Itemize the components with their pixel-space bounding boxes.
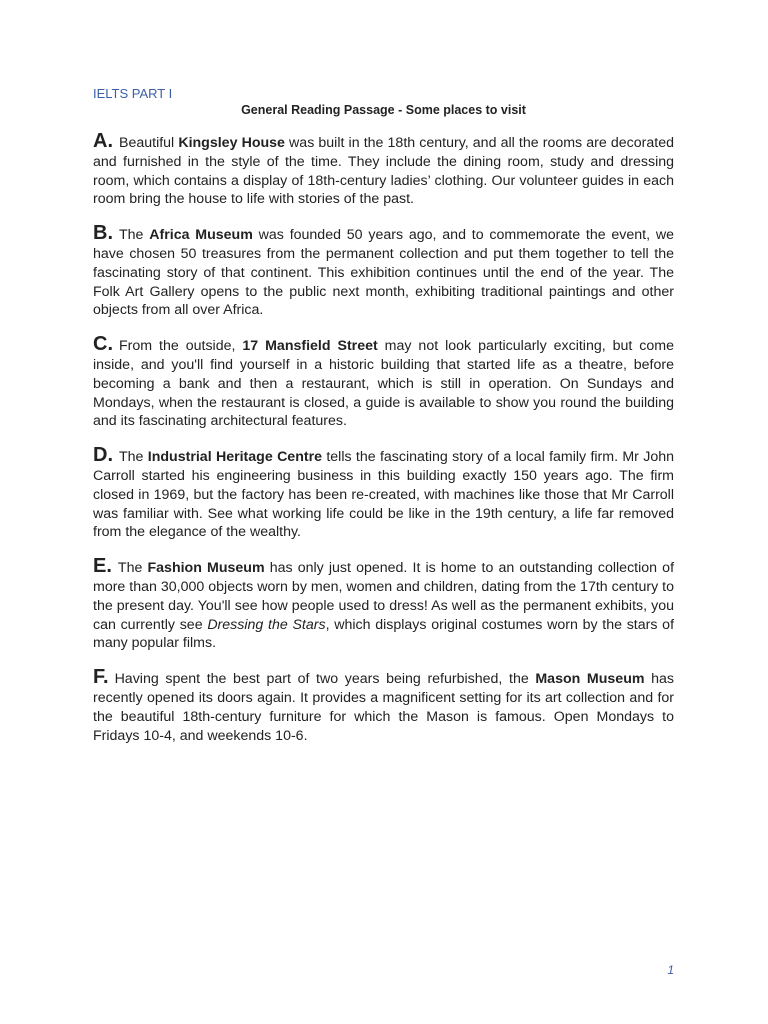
- paragraph-text: has only just opened. It is home to an outstanding collection of more than 30,000 objects worn by men, women and children, dating from the 17th century to the present day. You'll see how people used to dress! As well as the permanent exhibits, you can currently see: [93, 560, 675, 633]
- place-name: 17 Mansfield Street: [242, 338, 378, 355]
- paragraph-a: [93, 132, 674, 209]
- place-name: Kingsley House: [178, 135, 285, 151]
- paragraph-text: tells the fascinating story of a local family firm. Mr John Carroll started his engineering business in this building exactly 150 years ago. The firm closed in 1969, but the factory has been re-created, with machines like those that Mr Carroll was familiar with. See what working life could be like in the 19th century, a life far removed from the elegance of the wealthy.: [93, 449, 675, 541]
- page-number: 1: [667, 963, 674, 977]
- passage-title: General Reading Passage - Some places to visit: [241, 103, 526, 117]
- paragraph-letter: D.: [93, 444, 113, 467]
- paragraph-letter: B.: [93, 222, 113, 245]
- paragraph-text: Having spent the best part of two years being refurbished, the: [114, 671, 536, 688]
- paragraph-text: From the outside,: [119, 338, 243, 355]
- place-name: Industrial Heritage Centre: [147, 449, 323, 466]
- exhibition-title: Dressing the Stars: [207, 616, 326, 633]
- paragraph-letter: C.: [93, 333, 113, 356]
- paragraph-letter: F.: [93, 666, 109, 689]
- section-label: IELTS PART I: [93, 86, 173, 101]
- place-name: Mason Museum: [535, 671, 645, 688]
- paragraph-text: The: [119, 227, 150, 244]
- place-name: Africa Museum: [149, 227, 253, 244]
- paragraph-text: was founded 50 years ago, and to commemorate the event, we have chosen 50 treasures from the permanent collection and put them together to tell the fascinating story of that continent. This exhibition continues until the end of the year. The Folk Art Gallery opens to the public next month, exhibiting traditional paintings and other objects from all over Africa.: [93, 227, 675, 319]
- passages-container: [93, 132, 674, 760]
- place-name: Fashion Museum: [147, 560, 265, 577]
- paragraph-text: has recently opened its doors again. It provides a magnificent setting for its art collection and for the beautiful 18th-century furniture for which the Mason is famous. Open Mondays to Fridays 10-4, and weekends 10-6.: [93, 671, 674, 744]
- paragraph-text: The: [117, 560, 148, 577]
- paragraph-letter: A.: [93, 130, 113, 152]
- paragraph-b: [93, 224, 674, 320]
- paragraph-letter: E.: [93, 555, 112, 578]
- paragraph-text: Beautiful: [119, 135, 179, 151]
- paragraph-text: may not look particularly exciting, but come inside, and you'll find yourself in a historic building that started life as a theatre, before becoming a bank and then a restaurant, which is still in operation. On Sundays and Mondays, when the restaurant is closed, a guide is available to show you round the building and its fascinating architectural features.: [93, 338, 675, 430]
- paragraph-d: [93, 446, 674, 542]
- paragraph-text: , which displays original costumes worn by the stars of many popular films.: [93, 616, 675, 652]
- paragraph-c: [93, 335, 674, 431]
- paragraph-e: [93, 557, 674, 653]
- paragraph-text: was built in the 18th century, and all the rooms are decorated and furnished in the style of the time. They include the dining room, study and dressing room, which contains a display of 18th-century ladies’ clothing. Our volunteer guides in each room bring the house to life with stories of the past.: [93, 135, 674, 208]
- paragraph-text: The: [119, 449, 148, 466]
- paragraph-f: [93, 668, 674, 745]
